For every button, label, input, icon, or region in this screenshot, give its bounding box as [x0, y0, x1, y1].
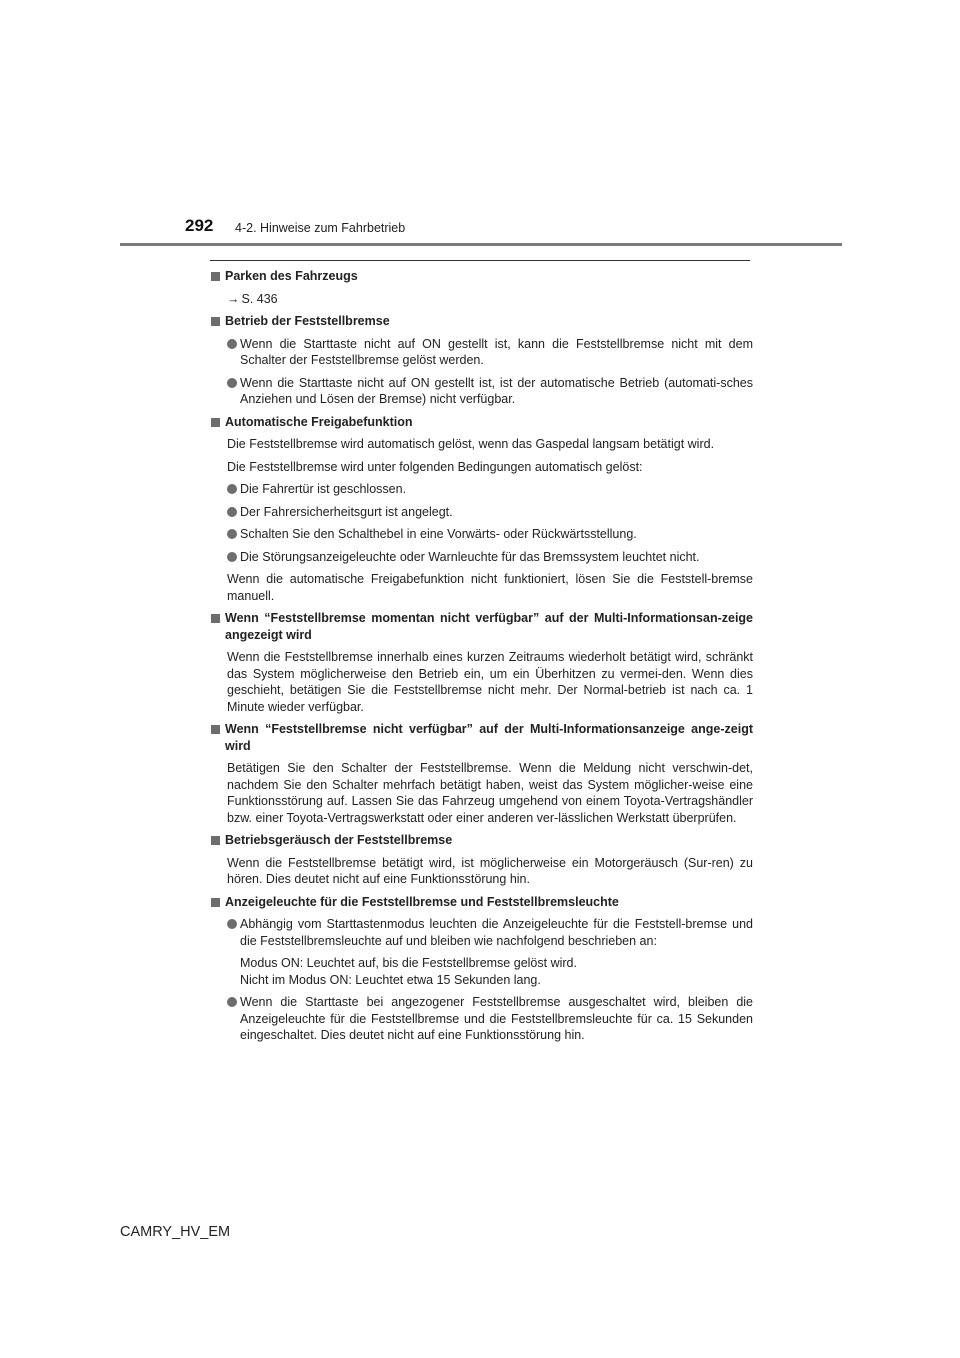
main-content [210, 268, 753, 1044]
section-heading: Betrieb der Feststellbremse [210, 313, 753, 330]
section-betrieb [210, 313, 753, 408]
mode-description [240, 955, 753, 988]
circle-bullet-icon [227, 529, 237, 539]
bullet-item: Schalten Sie den Schalthebel in eine Vorwärts- oder Rückwärtsstellung. [227, 526, 753, 543]
body-paragraph: Betätigen Sie den Schalter der Feststellbremse. Wenn die Meldung nicht verschwin-det, nachdem Sie den Schalter mehrfach betätigt haben, weist das System möglicher-weise eine Funktionsstörung auf. Lassen Sie das Fahrzeug umgehend von einem Toyota-Vertragshändler bzw. einer Toyota-Vertragswerkstatt oder einer anderen ver-lässlichen Werkstatt überprüfen. [227, 761, 753, 825]
chapter-title: 4-2. Hinweise zum Fahrbetrieb [235, 221, 406, 235]
circle-bullet-icon [227, 484, 237, 494]
body-paragraph: Die Feststellbremse wird unter folgenden Bedingungen automatisch gelöst: [227, 459, 643, 474]
square-bullet-icon [211, 317, 220, 326]
page-reference-text: S. 436 [241, 291, 278, 306]
square-bullet-icon [211, 725, 220, 734]
bullet-item: Abhängig vom Starttastenmodus leuchten die Anzeigeleuchte für die Feststell-bremse und die Feststellbremsleuchte auf und bleiben wie nachfolgend beschrieben an: [227, 916, 753, 949]
section-anzeigeleuchte [210, 894, 753, 1044]
bullet-item: Wenn die Starttaste bei angezogener Feststellbremse ausgeschaltet wird, bleiben die Anzeigeleuchte für die Feststellbremse und die Feststellbremsleuchte für ca. 15 Sekunden eingeschaltet. Dies deutet nicht auf eine Funktionsstörung hin. [227, 994, 753, 1044]
circle-bullet-icon [227, 552, 237, 562]
header-rule [120, 243, 842, 246]
section-rule [210, 260, 750, 261]
mode-off-line: Nicht im Modus ON: Leuchtet etwa 15 Sekunden lang. [240, 972, 541, 987]
section-heading: Betriebsgeräusch der Feststellbremse [210, 832, 753, 849]
square-bullet-icon [211, 898, 220, 907]
square-bullet-icon [211, 614, 220, 623]
square-bullet-icon [211, 836, 220, 845]
section-betriebsgeraeusch [210, 832, 753, 888]
section-nicht-verfuegbar [210, 721, 753, 826]
bullet-item: Die Störungsanzeigeleuchte oder Warnleuchte für das Bremssystem leuchtet nicht. [227, 549, 753, 566]
circle-bullet-icon [227, 339, 237, 349]
section-heading: Wenn “Feststellbremse nicht verfügbar” auf der Multi-Informationsanzeige ange-zeigt wird [210, 721, 753, 754]
circle-bullet-icon [227, 919, 237, 929]
body-paragraph: Die Feststellbremse wird automatisch gelöst, wenn das Gaspedal langsam betätigt wird. [227, 437, 715, 451]
section-heading: Parken des Fahrzeugs [210, 268, 753, 285]
circle-bullet-icon [227, 507, 237, 517]
bullet-item: Wenn die Starttaste nicht auf ON gestellt ist, ist der automatische Betrieb (automati-sches Anziehen und Lösen der Bremse) nicht verfügbar. [227, 375, 753, 408]
section-heading: Wenn “Feststellbremse momentan nicht verfügbar” auf der Multi-Informationsan-zeige angezeigt wird [210, 610, 753, 643]
section-parken [210, 268, 753, 307]
page-number: 292 [185, 216, 214, 235]
section-freigabe [210, 414, 753, 605]
circle-bullet-icon [227, 997, 237, 1007]
body-paragraph: Wenn die Feststellbremse innerhalb eines kurzen Zeitraums wiederholt betätigt wird, schränkt das System möglicherweise den Betrieb ein, um ein Überhitzen zu vermei-den. Wenn dies geschieht, betätigen Sie die Feststellbremse nicht mehr. Der Normal-betrieb ist nach ca. 1 Minute wieder verfügbar. [227, 650, 753, 714]
bullet-item: Der Fahrersicherheitsgurt ist angelegt. [227, 504, 753, 521]
circle-bullet-icon [227, 378, 237, 388]
body-paragraph: Wenn die automatische Freigabefunktion nicht funktioniert, lösen Sie die Feststell-bremse manuell. [227, 572, 753, 603]
section-heading: Automatische Freigabefunktion [210, 414, 753, 431]
page-reference [227, 291, 753, 308]
footer-code: CAMRY_HV_EM [120, 1224, 231, 1240]
square-bullet-icon [211, 272, 220, 281]
bullet-item: Wenn die Starttaste nicht auf ON gestellt ist, kann die Feststellbremse nicht mit dem Schalter der Feststellbremse gelöst werden. [227, 336, 753, 369]
arrow-right-icon: → [227, 291, 240, 306]
section-heading: Anzeigeleuchte für die Feststellbremse und Feststellbremsleuchte [210, 894, 753, 911]
square-bullet-icon [211, 418, 220, 427]
section-momentan-nicht-verfuegbar [210, 610, 753, 715]
mode-on-line: Modus ON: Leuchtet auf, bis die Feststellbremse gelöst wird. [240, 956, 577, 970]
bullet-item: Die Fahrertür ist geschlossen. [227, 481, 753, 498]
body-paragraph: Wenn die Feststellbremse betätigt wird, ist möglicherweise ein Motorgeräusch (Sur-ren) zu hören. Dies deutet nicht auf eine Funktionsstörung hin. [227, 855, 753, 886]
